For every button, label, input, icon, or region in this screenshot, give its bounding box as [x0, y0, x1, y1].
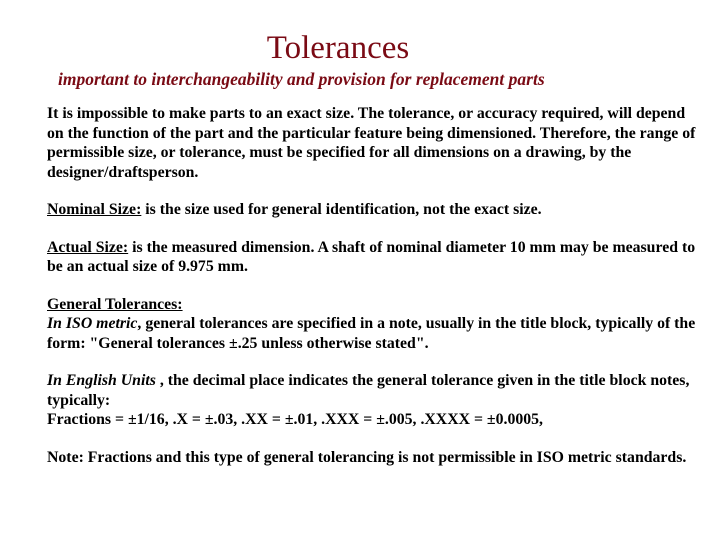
actual-size-text: is the measured dimension. A shaft of nominal diameter 10 mm may be measured to be an actual size of 9.975 mm. [47, 238, 696, 275]
actual-size-term: Actual Size: [47, 238, 129, 256]
fractions-line: Fractions = ±1/16, .X = ±.03, .XX = ±.01, .XXX = ±.005, .XXXX = ±0.0005, [47, 411, 543, 428]
note-paragraph: Note: Fractions and this type of general tolerancing is not permissible in ISO metric standards. [47, 448, 687, 466]
slide-title: Tolerances [266, 30, 410, 66]
english-units-paragraph [47, 371, 697, 430]
iso-metric-text: , general tolerances are specified in a note, usually in the title block, typically of the form: "General tolerances ±.25 unless otherwise stated". [47, 315, 696, 352]
intro-paragraph: It is impossible to make parts to an exact size. The tolerance, or accuracy required, will depend on the function of the part and the particular feature being dimensioned. Therefore, the range of permissible size, or tolerance, must be specified for all dimensions on a drawing, by the designer/draftsperson. [47, 105, 696, 181]
nominal-size-term: Nominal Size: [47, 201, 142, 218]
nominal-size-text: is the size used for general identification, not the exact size. [141, 201, 542, 218]
general-tolerances-term: General Tolerances: [47, 295, 183, 313]
general-tolerances-paragraph [47, 295, 697, 354]
nominal-size-paragraph [47, 200, 697, 220]
actual-size-paragraph [47, 238, 697, 277]
iso-metric-lead: In ISO metric [47, 315, 138, 332]
english-units-lead: In English Units [47, 372, 156, 389]
slide-body [47, 104, 697, 485]
english-units-text: , the decimal place indicates the general tolerance given in the title block notes, typically: [47, 372, 690, 409]
slide-subtitle: important to interchangeability and provision for replacement parts [58, 69, 545, 89]
